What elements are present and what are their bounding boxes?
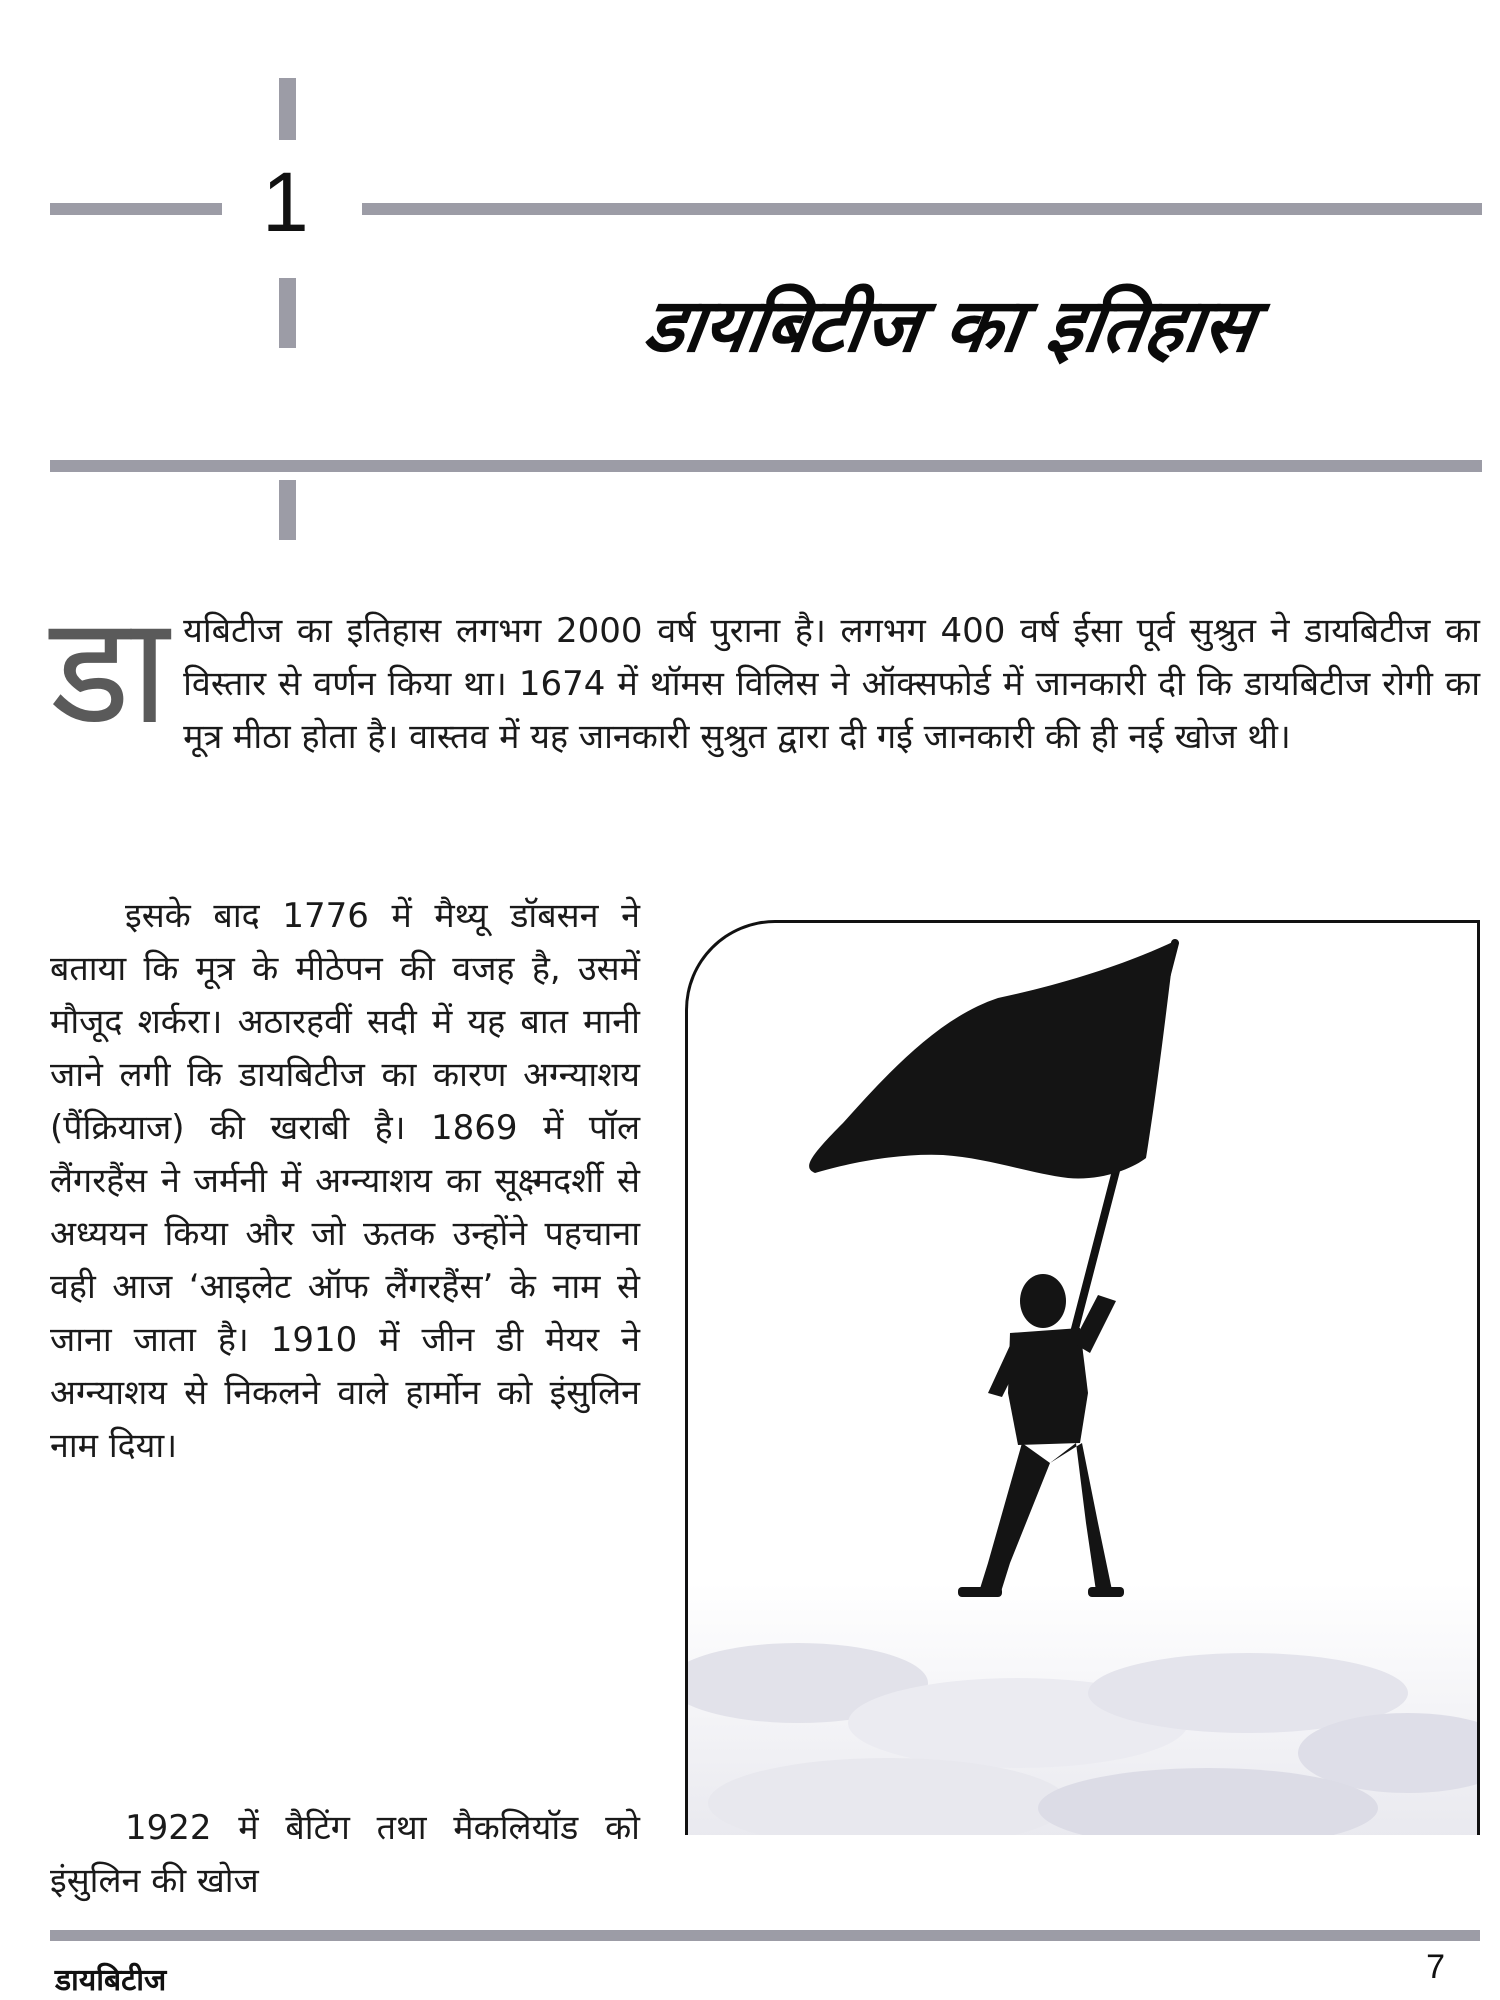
chapter-title: डायबिटीज का इतिहास [639, 283, 1260, 369]
header-vertical-bar-top [279, 78, 296, 140]
paragraph-2: इसके बाद 1776 में मैथ्यू डॉबसन ने बताया कि मूत्र के मीठेपन की वजह है, उसमें मौजूद शर्करा। अठारहवीं सदी में यह बात मानी जाने लगी कि डायबिटीज का कारण अग्न्याशय (पैंक्रियाज) की खराबी है। 1869 में पॉल लैंगरहैंस ने जर्मनी में अग्न्याशय का सूक्ष्मदर्शी से अध्ययन किया और जो ऊतक उन्होंने पहचाना वही आज ‘आइलेट ऑफ लैंगरहैंस’ के नाम से जाना जाता है। 1910 में जीन डी मेयर ने अग्न्याशय से निकलने वाले हार्मोन को इंसुलिन नाम दिया। [50, 896, 640, 1466]
footer-rule [50, 1930, 1480, 1941]
header-vertical-bar-bottom [279, 480, 296, 540]
footer-page-number: 7 [1426, 1948, 1445, 1986]
paragraph-3: 1922 में बैटिंग तथा मैकलियॉड को इंसुलिन की खोज [50, 1808, 640, 1901]
footer-book-title: डायबिटीज [55, 1963, 167, 1998]
intro-paragraph [50, 584, 1480, 764]
header-horizontal-rule-top-left [50, 203, 222, 215]
intro-text: यबिटीज का इतिहास लगभग 2000 वर्ष पुराना है। लगभग 400 वर्ष ईसा पूर्व सुश्रुत ने डायबिटीज का विस्तार से वर्णन किया था। 1674 में थॉमस विलिस ने ऑक्सफोर्ड में जानकारी दी कि डायबिटीज रोगी का मूत्र मीठा होता है। वास्तव में यह जानकारी सुश्रुत द्वारा दी गई जानकारी की ही नई खोज थी। [183, 611, 1480, 757]
flag-bearer-illustration [685, 920, 1480, 1835]
header-horizontal-rule-bottom [50, 460, 1482, 472]
header-horizontal-rule-top-right [362, 203, 1482, 215]
intro-dropcap: डा [50, 584, 170, 758]
chapter-number: 1 [262, 155, 309, 249]
header-vertical-bar-middle [279, 278, 296, 348]
flag-bearer-silhouette [688, 923, 1480, 1835]
